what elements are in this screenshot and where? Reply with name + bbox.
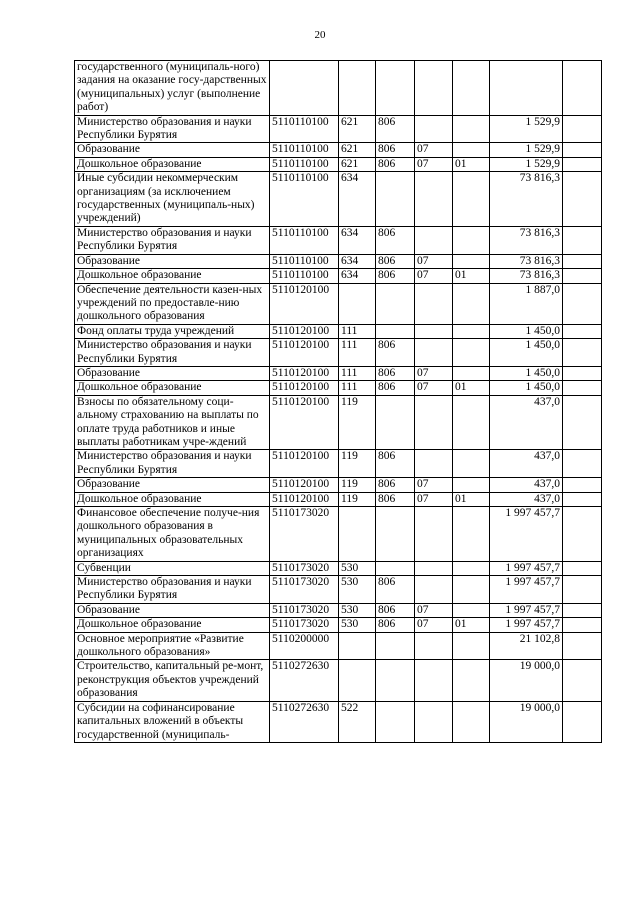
row-expense-type-cell [339, 283, 376, 324]
row-target-article-cell: 5110110100 [270, 172, 339, 227]
row-amount-cell: 437,0 [490, 478, 563, 492]
row-section-cell: 07 [415, 254, 453, 268]
table-row [75, 395, 602, 450]
table-row [75, 143, 602, 157]
row-section-cell [415, 395, 453, 450]
table-row [75, 576, 602, 604]
row-empty-cell [563, 226, 602, 254]
table-row [75, 618, 602, 632]
row-amount-cell: 73 816,3 [490, 226, 563, 254]
row-target-article-cell [270, 61, 339, 116]
row-empty-cell [563, 381, 602, 395]
row-empty-cell [563, 618, 602, 632]
row-amount-cell: 1 997 457,7 [490, 576, 563, 604]
row-subsection-cell: 01 [453, 269, 490, 283]
row-expense-type-cell: 634 [339, 254, 376, 268]
table-row [75, 701, 602, 742]
row-target-article-cell: 5110173020 [270, 561, 339, 575]
row-section-cell: 07 [415, 269, 453, 283]
table-row [75, 172, 602, 227]
row-name-cell: государственного (муниципаль-ного) задания на оказание госу-дарственных (муниципальных) услуг (выполнение работ) [75, 61, 270, 116]
row-target-article-cell: 5110110100 [270, 269, 339, 283]
row-empty-cell [563, 603, 602, 617]
row-amount-cell: 1 887,0 [490, 283, 563, 324]
row-empty-cell [563, 324, 602, 338]
row-target-article-cell: 5110173020 [270, 576, 339, 604]
row-administrator-cell: 806 [376, 478, 415, 492]
row-expense-type-cell [339, 660, 376, 701]
row-empty-cell [563, 701, 602, 742]
row-administrator-cell: 806 [376, 115, 415, 143]
row-amount-cell: 1 997 457,7 [490, 603, 563, 617]
budget-table-body [75, 61, 602, 743]
row-target-article-cell: 5110120100 [270, 381, 339, 395]
row-name-cell: Дошкольное образование [75, 492, 270, 506]
row-target-article-cell: 5110110100 [270, 143, 339, 157]
row-administrator-cell: 806 [376, 254, 415, 268]
row-administrator-cell: 806 [376, 603, 415, 617]
row-section-cell: 07 [415, 381, 453, 395]
row-target-article-cell: 5110120100 [270, 366, 339, 380]
table-row [75, 366, 602, 380]
row-amount-cell: 1 529,9 [490, 143, 563, 157]
row-name-cell: Дошкольное образование [75, 157, 270, 171]
row-target-article-cell: 5110110100 [270, 115, 339, 143]
table-row [75, 507, 602, 562]
table-row [75, 632, 602, 660]
row-section-cell [415, 632, 453, 660]
row-target-article-cell: 5110272630 [270, 701, 339, 742]
row-name-cell: Фонд оплаты труда учреждений [75, 324, 270, 338]
table-row [75, 660, 602, 701]
row-section-cell [415, 561, 453, 575]
table-row [75, 254, 602, 268]
row-administrator-cell [376, 632, 415, 660]
row-subsection-cell [453, 603, 490, 617]
row-name-cell: Субсидии на софинансирование капитальных вложений в объекты государственной (муниципаль- [75, 701, 270, 742]
row-section-cell [415, 324, 453, 338]
row-name-cell: Министерство образования и науки Республики Бурятия [75, 339, 270, 367]
row-empty-cell [563, 478, 602, 492]
row-expense-type-cell: 119 [339, 450, 376, 478]
row-subsection-cell: 01 [453, 381, 490, 395]
row-empty-cell [563, 507, 602, 562]
row-amount-cell: 73 816,3 [490, 254, 563, 268]
row-expense-type-cell: 530 [339, 603, 376, 617]
row-expense-type-cell: 621 [339, 143, 376, 157]
row-subsection-cell [453, 395, 490, 450]
row-name-cell: Взносы по обязательному соци-альному страхованию на выплаты по оплате труда работников и иные выплаты работникам учре-ждений [75, 395, 270, 450]
row-target-article-cell: 5110173020 [270, 507, 339, 562]
row-administrator-cell [376, 507, 415, 562]
row-target-article-cell: 5110120100 [270, 478, 339, 492]
table-row [75, 492, 602, 506]
row-expense-type-cell: 530 [339, 561, 376, 575]
row-expense-type-cell: 530 [339, 576, 376, 604]
row-subsection-cell: 01 [453, 618, 490, 632]
row-target-article-cell: 5110272630 [270, 660, 339, 701]
row-amount-cell: 1 529,9 [490, 157, 563, 171]
row-expense-type-cell: 522 [339, 701, 376, 742]
row-expense-type-cell: 111 [339, 324, 376, 338]
row-administrator-cell: 806 [376, 269, 415, 283]
row-target-article-cell: 5110120100 [270, 339, 339, 367]
row-amount-cell: 1 997 457,7 [490, 618, 563, 632]
row-expense-type-cell: 111 [339, 381, 376, 395]
row-subsection-cell [453, 478, 490, 492]
row-subsection-cell [453, 61, 490, 116]
row-name-cell: Образование [75, 254, 270, 268]
row-subsection-cell: 01 [453, 157, 490, 171]
row-empty-cell [563, 395, 602, 450]
row-target-article-cell: 5110200000 [270, 632, 339, 660]
row-empty-cell [563, 339, 602, 367]
row-amount-cell: 437,0 [490, 395, 563, 450]
row-empty-cell [563, 143, 602, 157]
row-amount-cell: 1 997 457,7 [490, 561, 563, 575]
table-row [75, 115, 602, 143]
row-amount-cell: 73 816,3 [490, 269, 563, 283]
table-row [75, 269, 602, 283]
row-subsection-cell [453, 561, 490, 575]
row-administrator-cell [376, 660, 415, 701]
row-administrator-cell [376, 395, 415, 450]
row-name-cell: Дошкольное образование [75, 618, 270, 632]
row-administrator-cell: 806 [376, 492, 415, 506]
row-section-cell: 07 [415, 603, 453, 617]
row-administrator-cell: 806 [376, 339, 415, 367]
row-name-cell: Строительство, капитальный ре-монт, реконструкция объектов учреждений образования [75, 660, 270, 701]
row-name-cell: Финансовое обеспечение получе-ния дошкольного образования в муниципальных образовательных организациях [75, 507, 270, 562]
row-target-article-cell: 5110120100 [270, 395, 339, 450]
row-empty-cell [563, 172, 602, 227]
row-section-cell: 07 [415, 492, 453, 506]
table-row [75, 226, 602, 254]
row-name-cell: Министерство образования и науки Республики Бурятия [75, 226, 270, 254]
row-expense-type-cell: 530 [339, 618, 376, 632]
table-row [75, 157, 602, 171]
row-section-cell: 07 [415, 618, 453, 632]
row-administrator-cell [376, 172, 415, 227]
row-administrator-cell: 806 [376, 618, 415, 632]
row-subsection-cell [453, 701, 490, 742]
row-amount-cell: 1 997 457,7 [490, 507, 563, 562]
page-number: 20 [314, 29, 326, 41]
table-row [75, 324, 602, 338]
row-target-article-cell: 5110173020 [270, 603, 339, 617]
row-section-cell: 07 [415, 366, 453, 380]
row-subsection-cell [453, 115, 490, 143]
row-empty-cell [563, 269, 602, 283]
row-subsection-cell [453, 226, 490, 254]
row-name-cell: Субвенции [75, 561, 270, 575]
row-empty-cell [563, 115, 602, 143]
row-section-cell [415, 576, 453, 604]
row-administrator-cell [376, 324, 415, 338]
row-target-article-cell: 5110110100 [270, 226, 339, 254]
row-expense-type-cell: 634 [339, 269, 376, 283]
row-expense-type-cell [339, 61, 376, 116]
row-amount-cell: 21 102,8 [490, 632, 563, 660]
row-section-cell [415, 283, 453, 324]
row-section-cell [415, 61, 453, 116]
row-expense-type-cell: 621 [339, 115, 376, 143]
row-subsection-cell [453, 507, 490, 562]
row-target-article-cell: 5110120100 [270, 492, 339, 506]
row-name-cell: Образование [75, 366, 270, 380]
row-name-cell: Образование [75, 603, 270, 617]
row-section-cell [415, 339, 453, 367]
row-name-cell: Образование [75, 478, 270, 492]
row-section-cell: 07 [415, 478, 453, 492]
row-administrator-cell [376, 561, 415, 575]
row-name-cell: Дошкольное образование [75, 269, 270, 283]
row-section-cell: 07 [415, 157, 453, 171]
row-target-article-cell: 5110120100 [270, 324, 339, 338]
row-expense-type-cell: 111 [339, 366, 376, 380]
row-expense-type-cell [339, 632, 376, 660]
row-subsection-cell [453, 366, 490, 380]
row-administrator-cell: 806 [376, 366, 415, 380]
row-subsection-cell [453, 254, 490, 268]
row-administrator-cell: 806 [376, 450, 415, 478]
row-section-cell [415, 701, 453, 742]
row-subsection-cell [453, 576, 490, 604]
row-name-cell: Основное мероприятие «Развитие дошкольного образования» [75, 632, 270, 660]
row-subsection-cell [453, 660, 490, 701]
row-administrator-cell: 806 [376, 143, 415, 157]
row-amount-cell: 437,0 [490, 450, 563, 478]
row-section-cell: 07 [415, 143, 453, 157]
row-administrator-cell: 806 [376, 157, 415, 171]
row-amount-cell: 1 450,0 [490, 339, 563, 367]
table-row [75, 381, 602, 395]
row-name-cell: Министерство образования и науки Республики Бурятия [75, 576, 270, 604]
row-expense-type-cell: 111 [339, 339, 376, 367]
row-section-cell [415, 660, 453, 701]
table-row [75, 450, 602, 478]
row-empty-cell [563, 450, 602, 478]
row-administrator-cell: 806 [376, 381, 415, 395]
row-name-cell: Иные субсидии некоммерческим организациям (за исключением государственных (муниципаль-ных) учреждений) [75, 172, 270, 227]
budget-table [74, 60, 602, 743]
row-target-article-cell: 5110120100 [270, 283, 339, 324]
row-empty-cell [563, 576, 602, 604]
row-administrator-cell [376, 701, 415, 742]
row-target-article-cell: 5110120100 [270, 450, 339, 478]
table-row [75, 561, 602, 575]
row-empty-cell [563, 366, 602, 380]
row-section-cell [415, 226, 453, 254]
row-amount-cell: 1 529,9 [490, 115, 563, 143]
row-amount-cell: 19 000,0 [490, 701, 563, 742]
row-expense-type-cell: 634 [339, 226, 376, 254]
row-subsection-cell [453, 172, 490, 227]
row-empty-cell [563, 632, 602, 660]
table-row [75, 283, 602, 324]
row-target-article-cell: 5110110100 [270, 254, 339, 268]
row-subsection-cell [453, 339, 490, 367]
row-empty-cell [563, 492, 602, 506]
row-name-cell: Дошкольное образование [75, 381, 270, 395]
table-row [75, 339, 602, 367]
row-name-cell: Обеспечение деятельности казен-ных учреждений по предоставле-нию дошкольного образования [75, 283, 270, 324]
table-row [75, 603, 602, 617]
row-empty-cell [563, 561, 602, 575]
row-target-article-cell: 5110110100 [270, 157, 339, 171]
table-row [75, 61, 602, 116]
row-expense-type-cell: 621 [339, 157, 376, 171]
row-amount-cell: 1 450,0 [490, 324, 563, 338]
row-subsection-cell [453, 143, 490, 157]
row-empty-cell [563, 61, 602, 116]
row-section-cell [415, 450, 453, 478]
row-expense-type-cell: 119 [339, 395, 376, 450]
row-expense-type-cell [339, 507, 376, 562]
row-amount-cell: 73 816,3 [490, 172, 563, 227]
row-empty-cell [563, 283, 602, 324]
row-administrator-cell: 806 [376, 576, 415, 604]
row-subsection-cell [453, 324, 490, 338]
row-empty-cell [563, 254, 602, 268]
row-administrator-cell [376, 283, 415, 324]
row-name-cell: Министерство образования и науки Республики Бурятия [75, 450, 270, 478]
row-subsection-cell: 01 [453, 492, 490, 506]
row-amount-cell: 1 450,0 [490, 381, 563, 395]
row-administrator-cell [376, 61, 415, 116]
row-section-cell [415, 507, 453, 562]
row-amount-cell: 19 000,0 [490, 660, 563, 701]
row-expense-type-cell: 634 [339, 172, 376, 227]
row-empty-cell [563, 157, 602, 171]
row-administrator-cell: 806 [376, 226, 415, 254]
row-subsection-cell [453, 283, 490, 324]
row-amount-cell [490, 61, 563, 116]
row-subsection-cell [453, 632, 490, 660]
row-amount-cell: 437,0 [490, 492, 563, 506]
row-target-article-cell: 5110173020 [270, 618, 339, 632]
row-expense-type-cell: 119 [339, 492, 376, 506]
row-section-cell [415, 172, 453, 227]
table-row [75, 478, 602, 492]
row-name-cell: Министерство образования и науки Республики Бурятия [75, 115, 270, 143]
row-expense-type-cell: 119 [339, 478, 376, 492]
row-section-cell [415, 115, 453, 143]
row-name-cell: Образование [75, 143, 270, 157]
row-amount-cell: 1 450,0 [490, 366, 563, 380]
row-subsection-cell [453, 450, 490, 478]
row-empty-cell [563, 660, 602, 701]
